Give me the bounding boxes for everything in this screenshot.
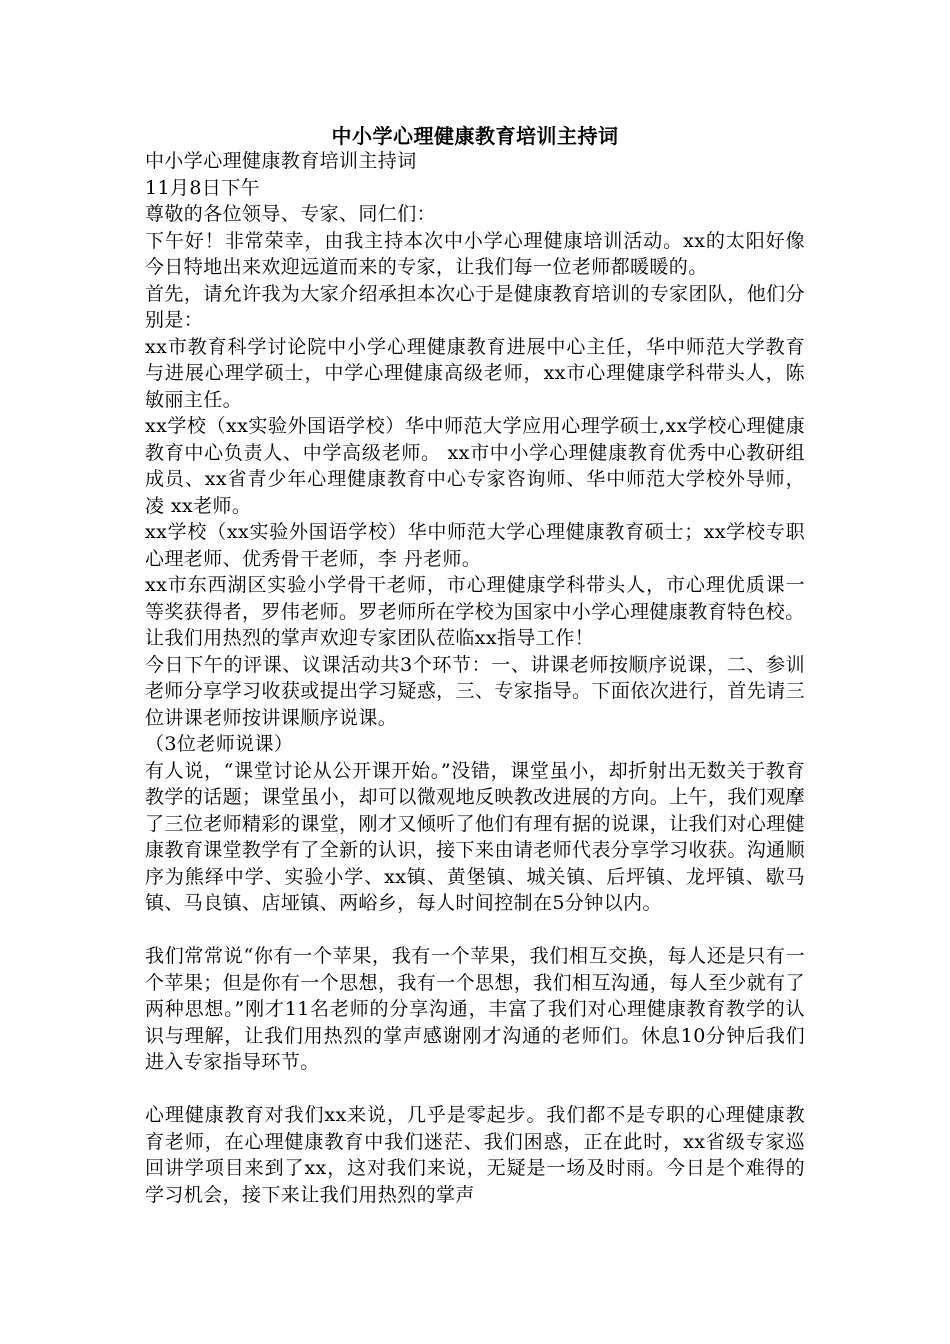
document-body [145, 148, 805, 1208]
paragraph-stage-note: （3位老师说课） [145, 733, 294, 755]
paragraph-agenda: 今日下午的评课、议课活动共3个环节：一、讲课老师按顺序说课，二、参训老师分享学习收获或提出学习疑惑，三、专家指导。下面依次进行，首先请三位讲课老师按讲课顺序说课。 [145, 653, 805, 729]
paragraph-expert-4: xx市东西湖区实验小学骨干老师，市心理健康学科带头人，市心理优质课一等奖获得者，罗伟老师。罗老师所在学校为国家中小学心理健康教育特色校。 [145, 574, 805, 623]
paragraph-expert-1: xx市教育科学讨论院中小学心理健康教育进展中心主任，华中师范大学教育与进展心理学硕士，中学心理健康高级老师，xx市心理健康学科带头人，陈敏丽主任。 [145, 335, 805, 411]
paragraph-salutation: 尊敬的各位领导、专家、同仁们： [145, 203, 437, 225]
paragraph-expert-3: xx学校（xx实验外国语学校）华中师范大学心理健康教育硕士；xx学校专职心理老师、优秀骨干老师，李 丹老师。 [145, 521, 805, 570]
document-title: 中小学心理健康教育培训主持词 [331, 124, 619, 148]
paragraph-date: 11月8日下午 [145, 176, 261, 199]
paragraph-greeting: 下午好！非常荣幸，由我主持本次中小学心理健康培训活动。xx的太阳好像今日特地出来欢迎远道而来的专家，让我们每一位老师都暖暖的。 [145, 229, 805, 278]
paragraph-expert-2: xx学校（xx实验外国语学校）华中师范大学应用心理学硕士,xx学校心理健康教育中心负责人、中学高级老师。 xx市中小学心理健康教育优秀中心教研组成员、xx省青少年心理健康教育中心专家咨询师、华中师范大学校外导师，凌 xx老师。 [145, 415, 805, 517]
paragraph-sharing: 我们常常说“你有一个苹果，我有一个苹果，我们相互交换，每人还是只有一个苹果；但是你有一个思想，我有一个思想，我们相互沟通，每人至少就有了两种思想。”刚才11名老师的分享沟通，丰富了我们对心理健康教育教学的认识与理解，让我们用热烈的掌声感谢刚才沟通的老师们。休息10分钟后我们进入专家指导环节。 [145, 945, 805, 1073]
paragraph-subtitle: 中小学心理健康教育培训主持词 [145, 150, 417, 172]
paragraph-reflection: 有人说，“课堂讨论从公开课开始。”没错，课堂虽小，却折射出无数关于教育教学的话题；课堂虽小，却可以微观地反映教改进展的方向。上午，我们观摩了三位老师精彩的课堂，刚才又倾听了他们有理有据的说课，让我们对心理健康教育课堂教学有了全新的认识，接下来由请老师代表分享学习收获。沟通顺序为熊绎中学、实验小学、xx镇、黄堡镇、城关镇、后坪镇、龙坪镇、歇马镇、马良镇、店垭镇、两峪乡，每人时间控制在5分钟以内。 [145, 759, 805, 914]
paragraph-introduction: 首先，请允许我为大家介绍承担本次心于是健康教育培训的专家团队，他们分别是： [145, 282, 805, 331]
paragraph-expert-guidance: 心理健康教育对我们xx来说，几乎是零起步。我们都不是专职的心理健康教育老师，在心理健康教育中我们迷茫、我们困惑，正在此时，xx省级专家巡回讲学项目来到了xx，这对我们来说，无疑是一场及时雨。今日是个难得的学习机会，接下来让我们用热烈的掌声 [145, 1104, 805, 1206]
paragraph-welcome: 让我们用热烈的掌声欢迎专家团队莅临xx指导工作！ [145, 627, 595, 649]
